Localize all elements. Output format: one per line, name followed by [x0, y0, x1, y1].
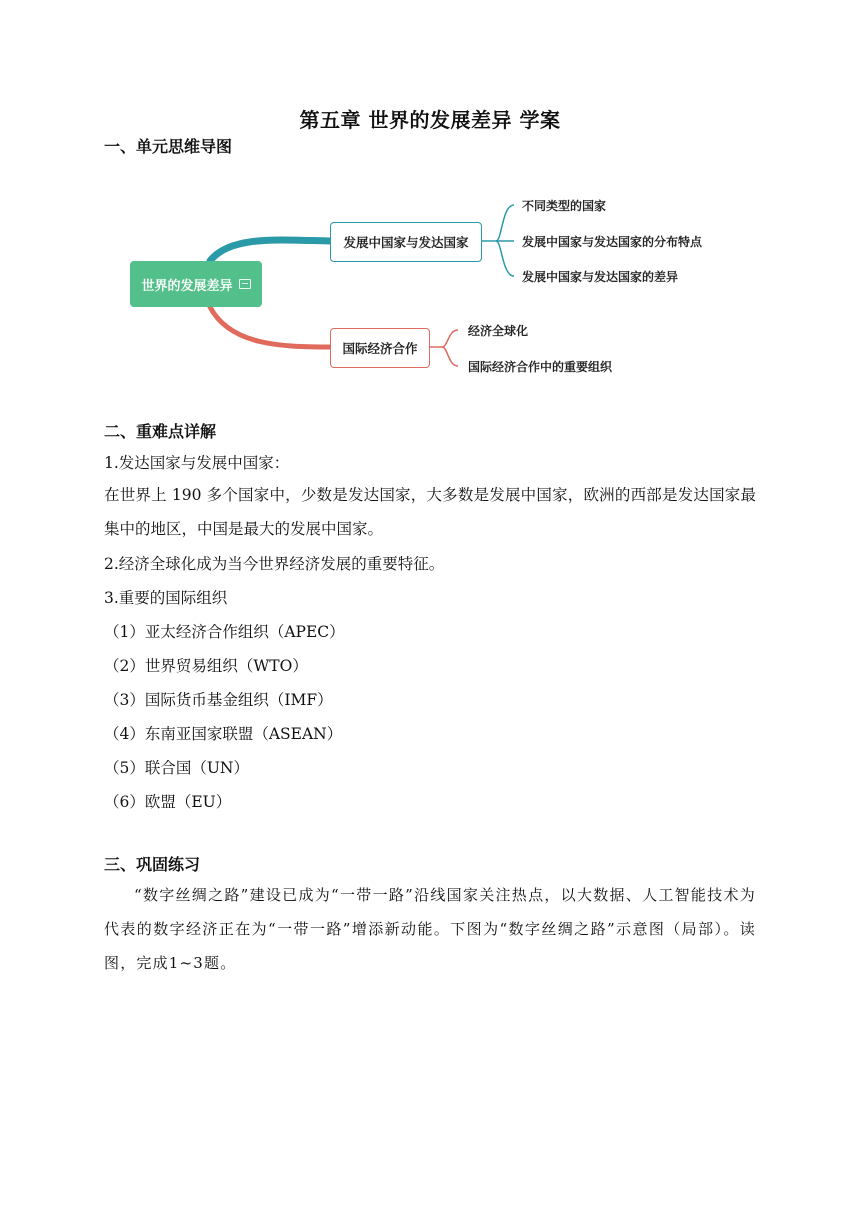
link-leaf-1-3: [496, 241, 514, 276]
mind-map-leaf: 国际经济合作中的重要组织: [468, 360, 613, 374]
mind-map-branch-international-cooperation: 国际经济合作: [330, 328, 430, 368]
item2-text: 2.经济全球化成为当今世界经济发展的重要特征。: [104, 555, 445, 573]
mind-map: [130, 185, 750, 385]
mind-map-root: [130, 261, 262, 307]
item1-title: 1.发达国家与发展中国家：: [104, 454, 290, 472]
mind-map-leaf: 发展中国家与发达国家的分布特点: [522, 235, 703, 249]
link-leaf-2-2: [442, 347, 458, 366]
mind-map-leaf: 经济全球化: [468, 324, 529, 338]
link-root-branch2: [210, 307, 330, 347]
exercise-intro: “数字丝绸之路”建设已成为“一带一路”沿线国家关注热点，以大数据、人工智能技术为代表的数字经济正在为“一带一路”增添新动能。下图为“数字丝绸之路”示意图（局部）。读图，完成1~3题。: [104, 886, 756, 972]
mind-map-leaf: 发展中国家与发达国家的差异: [522, 270, 679, 284]
note-icon: [239, 279, 251, 289]
mind-map-branch-developing-developed: 发展中国家与发达国家: [330, 222, 482, 262]
org-list-item: （1）亚太经济合作组织（APEC）: [104, 623, 345, 641]
link-root-branch1: [210, 240, 330, 261]
org-list-item: （6）欧盟（EU）: [104, 793, 232, 811]
mind-map-root-label: 世界的发展差异: [141, 278, 233, 294]
section1-heading: 一、单元思维导图: [104, 137, 233, 156]
section2-heading: 二、重难点详解: [104, 422, 217, 441]
org-list-item: （3）国际货币基金组织（IMF）: [104, 691, 333, 709]
org-list-item: （5）联合国（UN）: [104, 759, 249, 777]
item3-title: 3.重要的国际组织: [104, 589, 228, 607]
section3-heading: 三、巩固练习: [104, 855, 201, 874]
link-leaf-1-1: [496, 205, 514, 241]
link-leaf-2-1: [442, 330, 458, 347]
item1-text: 在世界上 190 多个国家中，少数是发达国家，大多数是发展中国家，欧洲的西部是发达国家最集中的地区，中国是最大的发展中国家。: [104, 486, 756, 538]
org-list-item: （2）世界贸易组织（WTO）: [104, 657, 308, 675]
page-title: 第五章 世界的发展差异 学案: [299, 108, 561, 132]
org-list-item: （4）东南亚国家联盟（ASEAN）: [104, 725, 343, 743]
mind-map-leaf: 不同类型的国家: [522, 199, 607, 213]
